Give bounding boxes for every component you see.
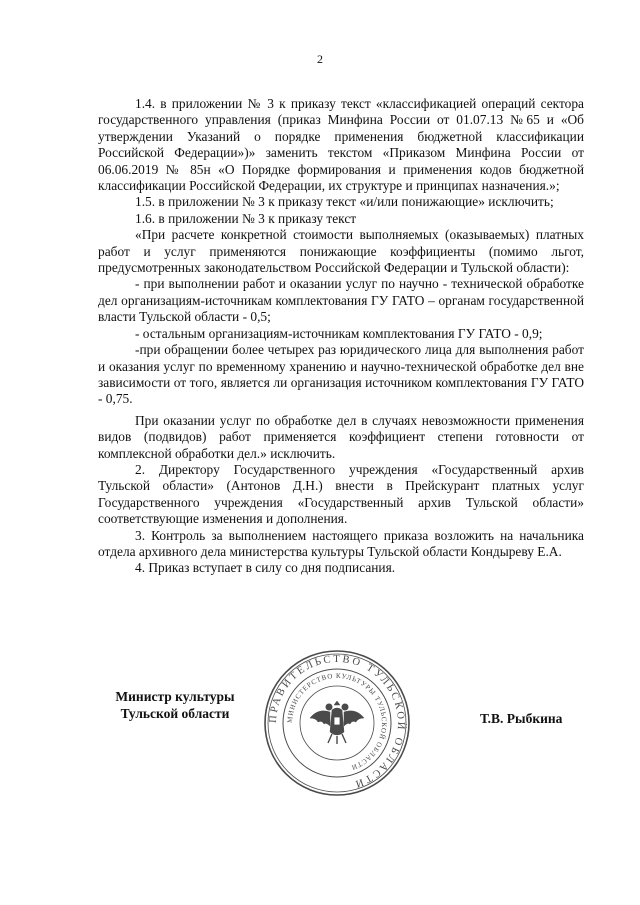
signatory-title-line-2: Тульской области — [120, 706, 230, 721]
list-item-legal-entity: -при обращении более четырех раз юридического лица для выполнения работ и оказания услуг по временному хранению и научно-технической обработке дел вне зависимости от того, является ли организация источником комплектования ГУ ГАТО - 0,75. — [98, 342, 584, 407]
quoted-paragraph: «При расчете конкретной стоимости выполняемых (оказываемых) платных работ и услуг применяются понижающие коэффициенты (помимо льгот, предусмотренных законодательством Российской Федерации и Тульской области): — [98, 227, 584, 276]
official-seal — [262, 648, 412, 798]
page-number: 2 — [317, 52, 323, 66]
paragraph-3: 3. Контроль за выполнением настоящего приказа возложить на начальника отдела архивного дела министерства культуры Тульской области Кондыреву Е.А. — [98, 527, 584, 559]
paragraph-coefficient: При оказании услуг по обработке дел в случаях невозможности применения видов (подвидов) работ применяется коэффициент степени готовности от комплексной обработки дел.» исключить. — [98, 412, 584, 461]
document-body — [98, 96, 584, 577]
signatory-title — [105, 688, 245, 722]
paragraph-1-5: 1.5. в приложении № 3 к приказу текст «и/или понижающие» исключить; — [135, 194, 554, 210]
list-item-other-organizations: - остальным организациям-источникам комплектования ГУ ГАТО - 0,9; — [135, 325, 543, 341]
seal-inner-text: МИНИСТЕРСТВО КУЛЬТУРЫ ТУЛЬСКОЙ ОБЛАСТИ — [285, 671, 389, 772]
paragraph-1-4: 1.4. в приложении № 3 к приказу текст «классификацией операций сектора государственного управления (приказ Минфина России от 01.07.13 №65 и «Об утверждении Указаний о порядке применения бюджетной классификации Российской Федерации»)» заменить текстом «Приказом Минфина России от 06.06.2019 № 85н «О Порядке формирования и применения кодов бюджетной классификации Российской Федерации, их структуре и принципах назначения.»; — [98, 96, 584, 194]
double-headed-eagle-icon — [310, 701, 364, 744]
signatory-name: Т.В. Рыбкина — [480, 711, 563, 726]
list-item-state-authorities: - при выполнении работ и оказании услуг по научно - технической обработке дел организациям-источникам комплектования ГУ ГАТО – органам государственной власти Тульской области - 0,5; — [98, 276, 584, 325]
seal-outer-text: ПРАВИТЕЛЬСТВО ТУЛЬСКОЙ ОБЛАСТИ — [267, 653, 407, 790]
signatory-title-line-1: Министр культуры — [115, 689, 235, 704]
paragraph-4: 4. Приказ вступает в силу со дня подписания. — [135, 560, 396, 576]
paragraph-1-6: 1.6. в приложении № 3 к приказу текст — [135, 210, 357, 226]
paragraph-2: 2. Директору Государственного учреждения «Государственный архив Тульской области» (Антонов Д.Н.) внести в Прейскурант платных услуг Государственного учреждения «Государственный архив Тульской области» соответствующие изменения и дополнения. — [98, 461, 584, 527]
